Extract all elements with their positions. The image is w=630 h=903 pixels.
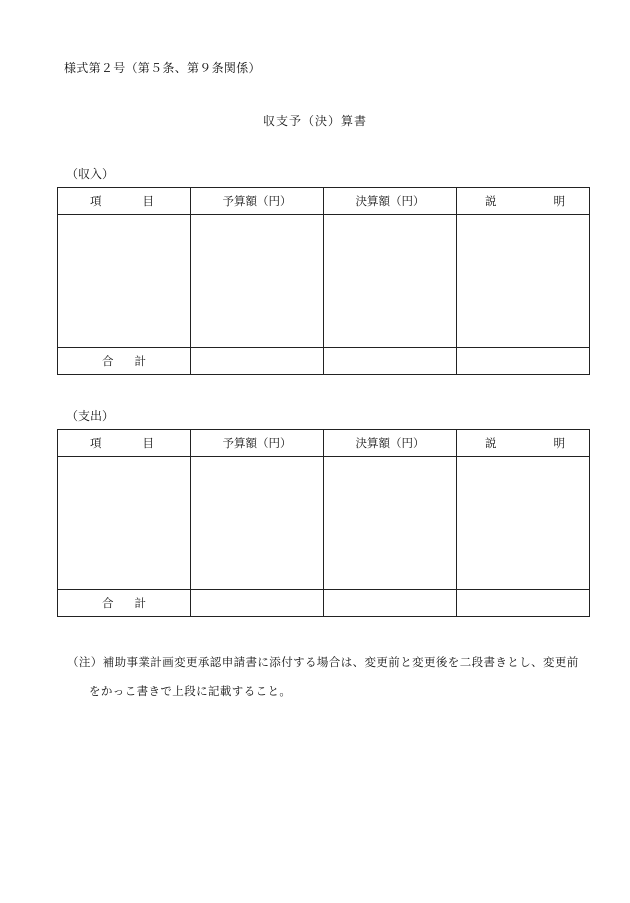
income-total-char1: 合: [102, 354, 114, 368]
document-title: 収支予（決）算書: [262, 114, 367, 128]
income-total-char2: 計: [134, 354, 146, 368]
expense-total-char2: 計: [134, 596, 146, 610]
expense-header-desc-char2: 明: [553, 436, 565, 450]
income-header-item: [58, 188, 191, 215]
expense-header-row: [58, 430, 590, 457]
income-description-cell: [457, 215, 590, 348]
income-item-cell: [58, 215, 191, 348]
expense-table: [57, 429, 590, 617]
income-section-label: （収入）: [66, 167, 115, 181]
expense-header-settlement: 決算額（円）: [324, 430, 457, 457]
income-header-settlement: 決算額（円）: [324, 188, 457, 215]
income-total-budget: [191, 348, 324, 375]
income-header-item-char2: 目: [142, 194, 154, 208]
expense-settlement-cell: [324, 457, 457, 590]
expense-total-budget: [191, 590, 324, 617]
income-settlement-cell: [324, 215, 457, 348]
expense-total-settlement: [324, 590, 457, 617]
expense-total-char1: 合: [102, 596, 114, 610]
income-total-settlement: [324, 348, 457, 375]
expense-header-description: [457, 430, 590, 457]
expense-budget-cell: [191, 457, 324, 590]
expense-header-item-char1: 項: [90, 436, 102, 450]
income-header-description: [457, 188, 590, 215]
footnote-line2: をかっこ書きで上段に記載すること。: [89, 684, 292, 698]
income-total-row: [58, 348, 590, 375]
income-header-item-char1: 項: [90, 194, 102, 208]
footnote: [67, 648, 592, 706]
income-body-row: [58, 215, 590, 348]
income-header-row: [58, 188, 590, 215]
income-budget-cell: [191, 215, 324, 348]
form-number: 様式第２号（第５条、第９条関係）: [64, 61, 261, 75]
footnote-line1: （注）補助事業計画変更承認申請書に添付する場合は、変更前と変更後を二段書きとし、変更前: [67, 655, 579, 669]
income-header-budget: 予算額（円）: [191, 188, 324, 215]
income-header-desc-char1: 説: [485, 194, 497, 208]
expense-total-row: [58, 590, 590, 617]
income-table: [57, 187, 590, 375]
income-total-description: [457, 348, 590, 375]
expense-body-row: [58, 457, 590, 590]
expense-total-label: [58, 590, 191, 617]
expense-description-cell: [457, 457, 590, 590]
income-total-label: [58, 348, 191, 375]
expense-header-item: [58, 430, 191, 457]
expense-section-label: （支出）: [66, 409, 115, 423]
expense-item-cell: [58, 457, 191, 590]
expense-header-desc-char1: 説: [485, 436, 497, 450]
expense-header-budget: 予算額（円）: [191, 430, 324, 457]
expense-total-description: [457, 590, 590, 617]
income-header-desc-char2: 明: [553, 194, 565, 208]
expense-header-item-char2: 目: [142, 436, 154, 450]
